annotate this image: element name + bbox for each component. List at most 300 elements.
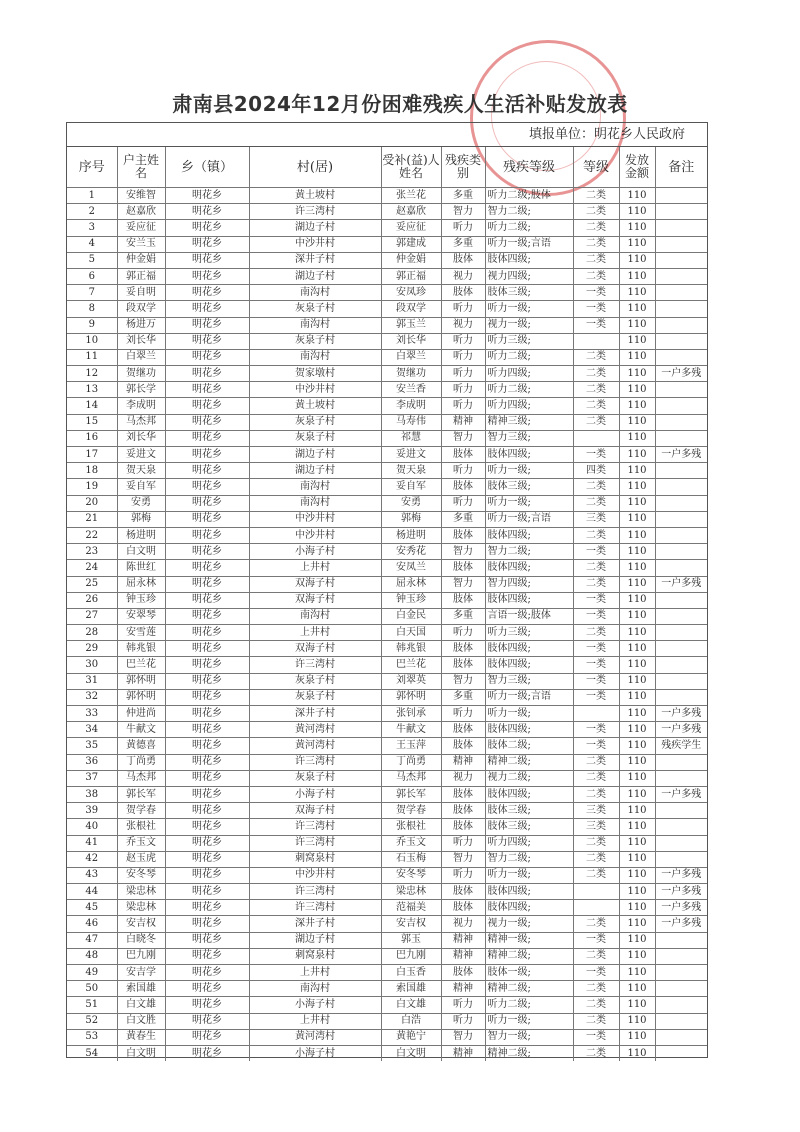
cell-household-head: 赵玉虎 xyxy=(117,851,165,867)
cell-index: 1 xyxy=(67,188,117,204)
table-row xyxy=(67,414,707,430)
cell-household-head: 白文明 xyxy=(117,1045,165,1061)
cell-household-head: 杨进明 xyxy=(117,527,165,543)
cell-beneficiary: 郭长军 xyxy=(381,786,441,802)
cell-disability-level: 肢体四级; xyxy=(485,722,573,738)
cell-grade xyxy=(573,884,619,900)
cell-remarks xyxy=(655,220,707,236)
cell-beneficiary: 白玉香 xyxy=(381,965,441,981)
cell-amount: 110 xyxy=(619,398,655,414)
cell-beneficiary: 马杰邦 xyxy=(381,770,441,786)
cell-index: 28 xyxy=(67,625,117,641)
cell-household-head: 牛献文 xyxy=(117,722,165,738)
table-row xyxy=(67,511,707,527)
cell-village: 灰泉子村 xyxy=(249,430,381,446)
cell-grade: 一类 xyxy=(573,673,619,689)
cell-township: 明花乡 xyxy=(165,463,249,479)
table-row xyxy=(67,252,707,268)
cell-disability-type: 肢体 xyxy=(441,884,485,900)
cell-grade: 二类 xyxy=(573,414,619,430)
cell-disability-level: 视力四级; xyxy=(485,268,573,284)
cell-disability-type: 听力 xyxy=(441,220,485,236)
cell-remarks: 一户多残 xyxy=(655,706,707,722)
cell-amount: 110 xyxy=(619,447,655,463)
cell-disability-level: 听力三级; xyxy=(485,625,573,641)
cell-index: 17 xyxy=(67,447,117,463)
cell-remarks: 一户多残 xyxy=(655,916,707,932)
cell-village: 南沟村 xyxy=(249,981,381,997)
cell-village: 刺窝泉村 xyxy=(249,851,381,867)
cell-index: 16 xyxy=(67,430,117,446)
cell-village: 湖边子村 xyxy=(249,447,381,463)
cell-disability-type: 肢体 xyxy=(441,252,485,268)
cell-grade: 一类 xyxy=(573,317,619,333)
cell-township: 明花乡 xyxy=(165,252,249,268)
cell-grade: 一类 xyxy=(573,738,619,754)
cell-disability-type: 精神 xyxy=(441,948,485,964)
cell-beneficiary: 贺学春 xyxy=(381,803,441,819)
cell-household-head: 仲进尚 xyxy=(117,706,165,722)
cell-index: 25 xyxy=(67,576,117,592)
cell-village: 中沙井村 xyxy=(249,867,381,883)
header-amount: 发放金额 xyxy=(619,147,655,188)
cell-grade: 二类 xyxy=(573,236,619,252)
cell-grade: 三类 xyxy=(573,803,619,819)
cell-township: 明花乡 xyxy=(165,803,249,819)
table-row xyxy=(67,366,707,382)
cell-household-head: 黄德喜 xyxy=(117,738,165,754)
table-row xyxy=(67,1045,707,1061)
cell-beneficiary: 白文雄 xyxy=(381,997,441,1013)
cell-household-head: 安兰玉 xyxy=(117,236,165,252)
cell-disability-level: 肢体三级; xyxy=(485,819,573,835)
cell-household-head: 贺天泉 xyxy=(117,463,165,479)
cell-grade: 一类 xyxy=(573,285,619,301)
cell-beneficiary: 段双学 xyxy=(381,301,441,317)
cell-beneficiary: 贺天泉 xyxy=(381,463,441,479)
cell-grade: 一类 xyxy=(573,544,619,560)
cell-township: 明花乡 xyxy=(165,317,249,333)
cell-index: 36 xyxy=(67,754,117,770)
cell-index: 30 xyxy=(67,657,117,673)
cell-household-head: 安吉学 xyxy=(117,965,165,981)
cell-disability-type: 听力 xyxy=(441,867,485,883)
table-row xyxy=(67,608,707,624)
cell-grade: 二类 xyxy=(573,786,619,802)
table-row xyxy=(67,430,707,446)
cell-disability-type: 听力 xyxy=(441,997,485,1013)
cell-beneficiary: 白浩 xyxy=(381,1013,441,1029)
cell-beneficiary: 王玉萍 xyxy=(381,738,441,754)
cell-remarks xyxy=(655,527,707,543)
cell-remarks xyxy=(655,544,707,560)
cell-village: 黄土坡村 xyxy=(249,188,381,204)
cell-beneficiary: 乔玉文 xyxy=(381,835,441,851)
cell-village: 南沟村 xyxy=(249,495,381,511)
cell-household-head: 妥自军 xyxy=(117,479,165,495)
cell-disability-type: 肢体 xyxy=(441,786,485,802)
cell-disability-level: 肢体四级; xyxy=(485,592,573,608)
cell-disability-type: 视力 xyxy=(441,317,485,333)
cell-beneficiary: 妥应征 xyxy=(381,220,441,236)
cell-disability-level: 精神二级; xyxy=(485,981,573,997)
cell-township: 明花乡 xyxy=(165,576,249,592)
cell-index: 42 xyxy=(67,851,117,867)
table-row xyxy=(67,479,707,495)
cell-disability-level: 言语一级;肢体 xyxy=(485,608,573,624)
cell-index: 40 xyxy=(67,819,117,835)
cell-amount: 110 xyxy=(619,382,655,398)
cell-index: 34 xyxy=(67,722,117,738)
cell-amount: 110 xyxy=(619,948,655,964)
cell-beneficiary: 白天国 xyxy=(381,625,441,641)
table-row xyxy=(67,819,707,835)
cell-village: 湖边子村 xyxy=(249,220,381,236)
cell-remarks xyxy=(655,625,707,641)
cell-township: 明花乡 xyxy=(165,786,249,802)
cell-disability-level: 听力二级;肢体 xyxy=(485,188,573,204)
table-row xyxy=(67,722,707,738)
cell-index: 15 xyxy=(67,414,117,430)
cell-township: 明花乡 xyxy=(165,900,249,916)
cell-remarks: 一户多残 xyxy=(655,447,707,463)
cell-remarks: 一户多残 xyxy=(655,786,707,802)
cell-grade: 一类 xyxy=(573,592,619,608)
cell-grade: 一类 xyxy=(573,965,619,981)
cell-index: 29 xyxy=(67,641,117,657)
cell-index: 48 xyxy=(67,948,117,964)
cell-household-head: 白翠兰 xyxy=(117,349,165,365)
cell-grade: 二类 xyxy=(573,981,619,997)
cell-household-head: 张根社 xyxy=(117,819,165,835)
cell-grade: 二类 xyxy=(573,625,619,641)
cell-amount: 110 xyxy=(619,220,655,236)
cell-beneficiary: 索国雄 xyxy=(381,981,441,997)
cell-beneficiary: 郭正福 xyxy=(381,268,441,284)
cell-disability-level: 听力一级;言语 xyxy=(485,236,573,252)
cell-remarks xyxy=(655,236,707,252)
cell-disability-type: 智力 xyxy=(441,204,485,220)
cell-township: 明花乡 xyxy=(165,382,249,398)
cell-index: 23 xyxy=(67,544,117,560)
cell-grade: 四类 xyxy=(573,463,619,479)
cell-amount: 110 xyxy=(619,511,655,527)
table-row xyxy=(67,657,707,673)
table-row xyxy=(67,916,707,932)
cell-beneficiary: 郭建成 xyxy=(381,236,441,252)
cell-disability-level: 听力一级; xyxy=(485,1013,573,1029)
table-row xyxy=(67,706,707,722)
cell-disability-level: 视力一级; xyxy=(485,916,573,932)
cell-village: 贺家墩村 xyxy=(249,366,381,382)
cell-remarks xyxy=(655,430,707,446)
cell-household-head: 马杰邦 xyxy=(117,414,165,430)
cell-disability-level: 肢体四级; xyxy=(485,641,573,657)
cell-amount: 110 xyxy=(619,463,655,479)
cell-index: 21 xyxy=(67,511,117,527)
cell-village: 南沟村 xyxy=(249,317,381,333)
cell-beneficiary: 刘翠英 xyxy=(381,673,441,689)
cell-household-head: 贺继功 xyxy=(117,366,165,382)
cell-township: 明花乡 xyxy=(165,867,249,883)
cell-disability-type: 听力 xyxy=(441,366,485,382)
cell-amount: 110 xyxy=(619,981,655,997)
cell-disability-type: 多重 xyxy=(441,511,485,527)
table-row xyxy=(67,349,707,365)
cell-township: 明花乡 xyxy=(165,884,249,900)
cell-village: 灰泉子村 xyxy=(249,301,381,317)
cell-village: 中沙井村 xyxy=(249,511,381,527)
cell-index: 49 xyxy=(67,965,117,981)
cell-disability-type: 肢体 xyxy=(441,479,485,495)
cell-amount: 110 xyxy=(619,706,655,722)
cell-disability-level: 听力一级; xyxy=(485,867,573,883)
cell-remarks xyxy=(655,770,707,786)
cell-disability-type: 智力 xyxy=(441,544,485,560)
cell-beneficiary: 梁忠林 xyxy=(381,884,441,900)
cell-household-head: 白文胜 xyxy=(117,1013,165,1029)
cell-township: 明花乡 xyxy=(165,1045,249,1061)
cell-disability-level: 听力一级;言语 xyxy=(485,689,573,705)
cell-township: 明花乡 xyxy=(165,447,249,463)
cell-grade: 一类 xyxy=(573,657,619,673)
cell-household-head: 安勇 xyxy=(117,495,165,511)
cell-grade xyxy=(573,900,619,916)
cell-grade: 三类 xyxy=(573,511,619,527)
cell-remarks xyxy=(655,1013,707,1029)
cell-township: 明花乡 xyxy=(165,479,249,495)
cell-disability-level: 智力三级; xyxy=(485,430,573,446)
cell-grade: 二类 xyxy=(573,527,619,543)
table-row xyxy=(67,398,707,414)
cell-amount: 110 xyxy=(619,366,655,382)
cell-amount: 110 xyxy=(619,495,655,511)
cell-village: 灰泉子村 xyxy=(249,673,381,689)
cell-amount: 110 xyxy=(619,803,655,819)
cell-amount: 110 xyxy=(619,333,655,349)
cell-village: 黄土坡村 xyxy=(249,398,381,414)
cell-disability-level: 精神一级; xyxy=(485,932,573,948)
cell-index: 2 xyxy=(67,204,117,220)
cell-remarks xyxy=(655,965,707,981)
cell-beneficiary: 石玉梅 xyxy=(381,851,441,867)
cell-disability-level: 听力四级; xyxy=(485,398,573,414)
cell-amount: 110 xyxy=(619,544,655,560)
cell-beneficiary: 安秀花 xyxy=(381,544,441,560)
table-row xyxy=(67,204,707,220)
cell-beneficiary: 范福美 xyxy=(381,900,441,916)
cell-beneficiary: 白金民 xyxy=(381,608,441,624)
cell-disability-level: 听力一级; xyxy=(485,463,573,479)
cell-amount: 110 xyxy=(619,722,655,738)
header-beneficiary: 受补(益)人姓名 xyxy=(381,147,441,188)
cell-household-head: 白文明 xyxy=(117,544,165,560)
cell-disability-level: 肢体四级; xyxy=(485,560,573,576)
cell-remarks xyxy=(655,382,707,398)
cell-disability-level: 视力一级; xyxy=(485,317,573,333)
cell-disability-level: 听力二级; xyxy=(485,997,573,1013)
cell-index: 4 xyxy=(67,236,117,252)
cell-remarks xyxy=(655,1029,707,1045)
cell-disability-level: 肢体四级; xyxy=(485,900,573,916)
cell-village: 双海子村 xyxy=(249,641,381,657)
cell-amount: 110 xyxy=(619,576,655,592)
cell-amount: 110 xyxy=(619,188,655,204)
cell-household-head: 巴九刚 xyxy=(117,948,165,964)
cell-amount: 110 xyxy=(619,252,655,268)
table-row xyxy=(67,560,707,576)
cell-remarks xyxy=(655,495,707,511)
cell-village: 上井村 xyxy=(249,965,381,981)
table-row xyxy=(67,673,707,689)
cell-household-head: 黄春生 xyxy=(117,1029,165,1045)
cell-amount: 110 xyxy=(619,301,655,317)
cell-amount: 110 xyxy=(619,738,655,754)
cell-disability-type: 多重 xyxy=(441,608,485,624)
cell-disability-level: 听力二级; xyxy=(485,349,573,365)
cell-amount: 110 xyxy=(619,625,655,641)
cell-amount: 110 xyxy=(619,236,655,252)
cell-grade: 二类 xyxy=(573,560,619,576)
cell-household-head: 梁忠林 xyxy=(117,884,165,900)
cell-index: 27 xyxy=(67,608,117,624)
cell-disability-type: 听力 xyxy=(441,495,485,511)
cell-beneficiary: 巴九刚 xyxy=(381,948,441,964)
cell-disability-type: 听力 xyxy=(441,835,485,851)
cell-grade: 一类 xyxy=(573,447,619,463)
header-grade: 等级 xyxy=(573,147,619,188)
cell-household-head: 安翠琴 xyxy=(117,608,165,624)
cell-grade: 二类 xyxy=(573,997,619,1013)
cell-household-head: 梁忠林 xyxy=(117,900,165,916)
cell-beneficiary: 韩兆银 xyxy=(381,641,441,657)
cell-remarks xyxy=(655,608,707,624)
table-row xyxy=(67,527,707,543)
cell-amount: 110 xyxy=(619,430,655,446)
cell-beneficiary: 贺继功 xyxy=(381,366,441,382)
cell-index: 31 xyxy=(67,673,117,689)
cell-township: 明花乡 xyxy=(165,738,249,754)
cell-grade xyxy=(573,430,619,446)
cell-disability-type: 听力 xyxy=(441,382,485,398)
cell-remarks xyxy=(655,997,707,1013)
cell-amount: 110 xyxy=(619,673,655,689)
cell-disability-level: 肢体四级; xyxy=(485,447,573,463)
cell-disability-type: 听力 xyxy=(441,463,485,479)
cell-beneficiary: 李成明 xyxy=(381,398,441,414)
cell-disability-level: 听力一级; xyxy=(485,495,573,511)
cell-grade: 二类 xyxy=(573,948,619,964)
cell-remarks xyxy=(655,414,707,430)
cell-household-head: 屈永林 xyxy=(117,576,165,592)
cell-index: 3 xyxy=(67,220,117,236)
cell-disability-type: 肢体 xyxy=(441,738,485,754)
cell-beneficiary: 安凤珍 xyxy=(381,285,441,301)
cell-disability-type: 多重 xyxy=(441,236,485,252)
cell-township: 明花乡 xyxy=(165,754,249,770)
cell-disability-type: 肢体 xyxy=(441,285,485,301)
cell-township: 明花乡 xyxy=(165,268,249,284)
cell-beneficiary: 安吉权 xyxy=(381,916,441,932)
table-row xyxy=(67,592,707,608)
cell-beneficiary: 杨进明 xyxy=(381,527,441,543)
cell-remarks xyxy=(655,673,707,689)
cell-remarks xyxy=(655,204,707,220)
cell-disability-level: 智力二级; xyxy=(485,544,573,560)
cell-index: 24 xyxy=(67,560,117,576)
cell-remarks xyxy=(655,851,707,867)
cell-household-head: 丁尚勇 xyxy=(117,754,165,770)
cell-amount: 110 xyxy=(619,1045,655,1061)
header-disability-type: 残疾类别 xyxy=(441,147,485,188)
cell-township: 明花乡 xyxy=(165,204,249,220)
cell-village: 小海子村 xyxy=(249,786,381,802)
cell-amount: 110 xyxy=(619,641,655,657)
header-village: 村(居) xyxy=(249,147,381,188)
cell-remarks xyxy=(655,349,707,365)
table-row xyxy=(67,333,707,349)
cell-township: 明花乡 xyxy=(165,770,249,786)
cell-village: 南沟村 xyxy=(249,608,381,624)
cell-index: 9 xyxy=(67,317,117,333)
cell-township: 明花乡 xyxy=(165,527,249,543)
cell-village: 深井子村 xyxy=(249,252,381,268)
cell-disability-level: 听力四级; xyxy=(485,366,573,382)
table-row xyxy=(67,835,707,851)
cell-township: 明花乡 xyxy=(165,1029,249,1045)
cell-grade: 二类 xyxy=(573,770,619,786)
cell-disability-type: 听力 xyxy=(441,398,485,414)
cell-disability-type: 智力 xyxy=(441,851,485,867)
cell-disability-level: 听力一级; xyxy=(485,706,573,722)
subsidy-table xyxy=(67,147,707,1061)
cell-township: 明花乡 xyxy=(165,236,249,252)
cell-township: 明花乡 xyxy=(165,285,249,301)
cell-grade: 二类 xyxy=(573,576,619,592)
cell-village: 灰泉子村 xyxy=(249,770,381,786)
cell-grade: 一类 xyxy=(573,722,619,738)
cell-amount: 110 xyxy=(619,884,655,900)
cell-beneficiary: 巴兰花 xyxy=(381,657,441,673)
cell-remarks xyxy=(655,252,707,268)
table-row xyxy=(67,576,707,592)
cell-village: 上井村 xyxy=(249,560,381,576)
cell-township: 明花乡 xyxy=(165,560,249,576)
table-row xyxy=(67,188,707,204)
header-remarks: 备注 xyxy=(655,147,707,188)
cell-household-head: 韩兆银 xyxy=(117,641,165,657)
cell-remarks: 一户多残 xyxy=(655,884,707,900)
cell-disability-level: 精神二级; xyxy=(485,754,573,770)
cell-household-head: 贺学春 xyxy=(117,803,165,819)
cell-village: 湖边子村 xyxy=(249,932,381,948)
cell-disability-type: 精神 xyxy=(441,981,485,997)
cell-household-head: 仲金娟 xyxy=(117,252,165,268)
cell-beneficiary: 钟玉珍 xyxy=(381,592,441,608)
cell-remarks xyxy=(655,511,707,527)
cell-remarks xyxy=(655,1045,707,1061)
cell-township: 明花乡 xyxy=(165,301,249,317)
cell-amount: 110 xyxy=(619,932,655,948)
cell-township: 明花乡 xyxy=(165,851,249,867)
cell-village: 双海子村 xyxy=(249,592,381,608)
cell-grade: 二类 xyxy=(573,188,619,204)
table-row xyxy=(67,1013,707,1029)
cell-disability-type: 肢体 xyxy=(441,722,485,738)
cell-grade: 一类 xyxy=(573,689,619,705)
cell-amount: 110 xyxy=(619,754,655,770)
cell-township: 明花乡 xyxy=(165,430,249,446)
